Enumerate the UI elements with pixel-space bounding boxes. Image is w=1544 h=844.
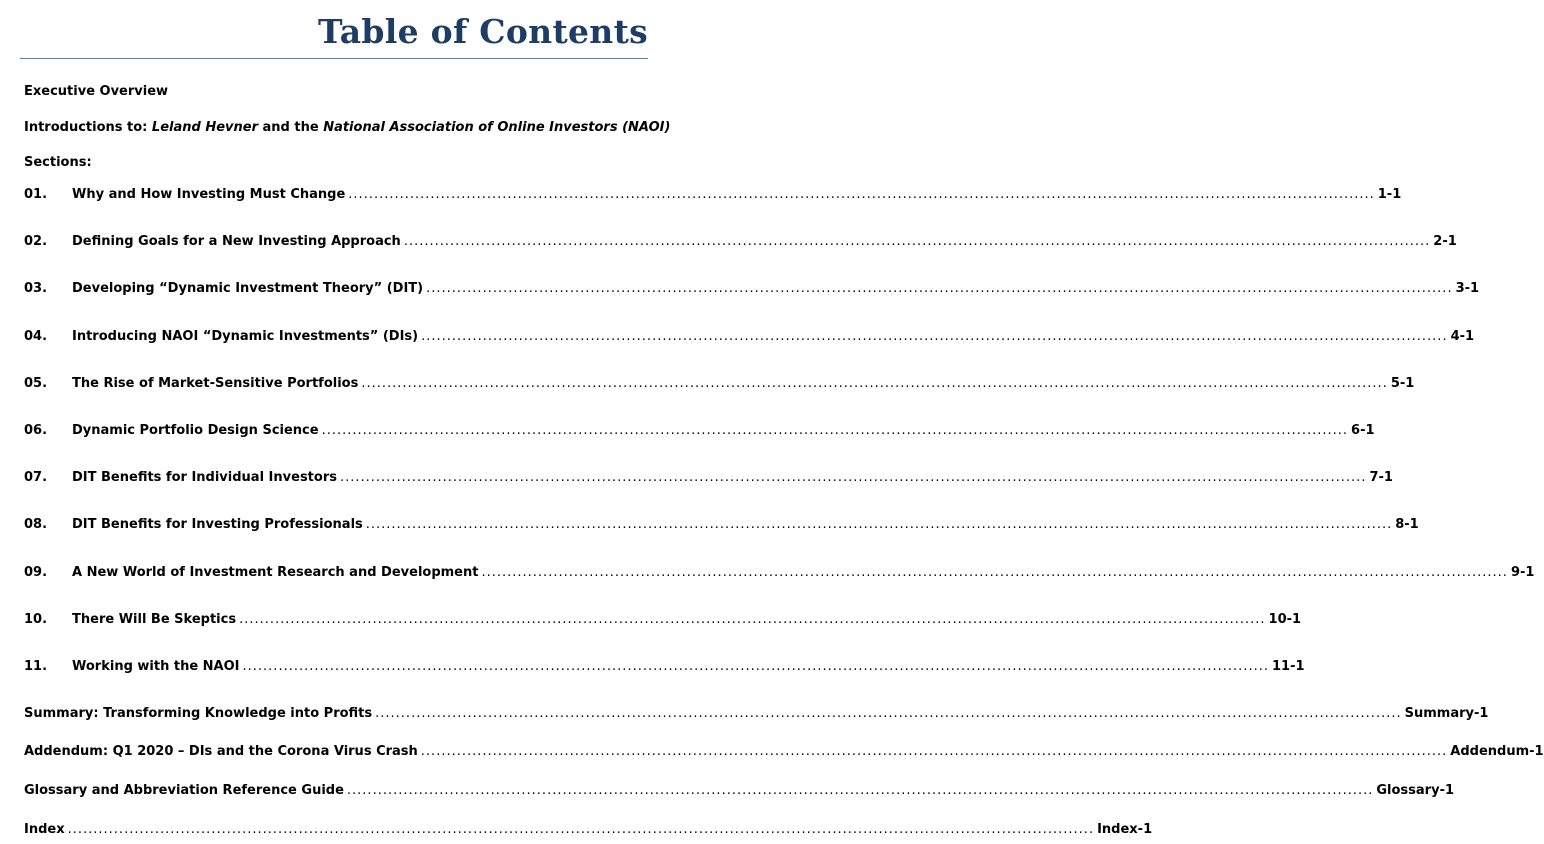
toc-entry-number: 10. (24, 611, 48, 627)
dot-leader: ........................................................................................................................................................................................................ (481, 564, 1508, 580)
toc-entry-title: DIT Benefits for Investing Professionals (72, 517, 363, 533)
sections-heading: Sections: (24, 155, 92, 170)
toc-entry-page: Glossary-1 (1376, 783, 1455, 798)
toc-section-entry[interactable] (24, 659, 1305, 677)
toc-entry-number: 02. (24, 234, 48, 250)
introductions-entry[interactable] (24, 120, 670, 135)
toc-entry-number: 09. (24, 564, 48, 580)
toc-entry-title: Working with the NAOI (72, 659, 240, 674)
dot-leader: ........................................................................................................................................................................................................ (339, 470, 1367, 486)
toc-entry-page: 5-1 (1390, 375, 1415, 391)
toc-backmatter-entry[interactable] (24, 706, 1489, 724)
toc-entry-page: 3-1 (1455, 281, 1480, 297)
title-divider (20, 58, 648, 59)
toc-section-entry[interactable] (24, 611, 1302, 630)
toc-entry-page: 11-1 (1271, 659, 1305, 674)
dot-leader: ........................................................................................................................................................................................................ (420, 744, 1448, 759)
dot-leader: ........................................................................................................................................................................................................ (421, 328, 1448, 344)
toc-section-entry[interactable] (24, 375, 1415, 394)
dot-leader: ........................................................................................................................................................................................................ (426, 281, 1453, 297)
dot-leader: ........................................................................................................................................................................................................ (375, 706, 1402, 721)
dot-leader: ........................................................................................................................................................................................................ (361, 375, 1388, 391)
toc-entry-number: 11. (24, 659, 48, 674)
toc-section-entry[interactable] (24, 517, 1419, 535)
toc-entry-page: 7-1 (1369, 470, 1393, 486)
toc-entry-number: 08. (24, 517, 48, 533)
toc-entry-title: Glossary and Abbreviation Reference Guide (24, 783, 344, 798)
toc-entry-number: 05. (24, 375, 48, 391)
toc-entry-page: 9-1 (1510, 564, 1535, 580)
toc-backmatter-entry[interactable] (24, 822, 1153, 840)
toc-entry-title: Why and How Investing Must Change (72, 187, 346, 202)
toc-section-entry[interactable] (24, 234, 1457, 252)
toc-entry-number: 01. (24, 187, 48, 202)
toc-entry-page: Index-1 (1097, 822, 1153, 837)
toc-entry-page: 8-1 (1395, 517, 1419, 533)
executive-overview-entry[interactable]: Executive Overview (24, 84, 169, 99)
intro-org: National Association of Online Investors (NAOI) (323, 120, 671, 135)
toc-section-entry[interactable] (24, 187, 1402, 205)
toc-entry-title: There Will Be Skeptics (72, 611, 237, 627)
toc-entry-number: 03. (24, 281, 48, 297)
toc-section-entry[interactable] (24, 423, 1375, 441)
dot-leader: ........................................................................................................................................................................................................ (242, 659, 1269, 674)
dot-leader: ........................................................................................................................................................................................................ (67, 822, 1095, 837)
dot-leader: ........................................................................................................................................................................................................ (365, 517, 1393, 533)
toc-section-entry[interactable] (24, 281, 1480, 299)
toc-entry-title: Introducing NAOI “Dynamic Investments” (DIs) (72, 328, 419, 344)
toc-entry-page: 10-1 (1268, 611, 1302, 627)
intro-person: Leland Hevner (151, 120, 258, 135)
dot-leader: ........................................................................................................................................................................................................ (346, 783, 1374, 798)
toc-backmatter-entry[interactable] (24, 744, 1544, 762)
toc-entry-title: Summary: Transforming Knowledge into Profits (24, 706, 373, 721)
toc-entry-title: Index (24, 822, 65, 837)
toc-entry-title: DIT Benefits for Individual Investors (72, 470, 337, 486)
toc-section-entry[interactable] (24, 564, 1535, 583)
toc-entry-page: 1-1 (1377, 187, 1402, 202)
dot-leader: ........................................................................................................................................................................................................ (403, 234, 1431, 250)
toc-entry-page: 6-1 (1351, 423, 1375, 438)
toc-entry-page: Summary-1 (1404, 706, 1489, 721)
toc-entry-page: Addendum-1 (1450, 744, 1544, 759)
toc-backmatter-entry[interactable] (24, 783, 1455, 801)
toc-entry-title: Developing “Dynamic Investment Theory” (DIT) (72, 281, 424, 297)
intro-prefix: Introductions to: (24, 120, 152, 135)
toc-entry-number: 07. (24, 470, 48, 486)
toc-entry-number: 06. (24, 423, 48, 438)
dot-leader: ........................................................................................................................................................................................................ (239, 611, 1266, 627)
intro-middle: and the (257, 120, 324, 135)
toc-entry-number: 04. (24, 328, 48, 344)
toc-entry-title: Defining Goals for a New Investing Approach (72, 234, 401, 250)
toc-entry-page: 4-1 (1450, 328, 1475, 344)
toc-entry-title: A New World of Investment Research and Development (72, 564, 479, 580)
toc-entry-title: The Rise of Market-Sensitive Portfolios (72, 375, 359, 391)
toc-section-entry[interactable] (24, 470, 1393, 488)
dot-leader: ........................................................................................................................................................................................................ (321, 423, 1349, 438)
toc-entry-page: 2-1 (1433, 234, 1457, 250)
toc-section-entry[interactable] (24, 328, 1475, 347)
page-title: Table of Contents (318, 12, 648, 51)
toc-entry-title: Addendum: Q1 2020 – DIs and the Corona Virus Crash (24, 744, 418, 759)
toc-entry-title: Dynamic Portfolio Design Science (72, 423, 319, 438)
dot-leader: ........................................................................................................................................................................................................ (348, 187, 1375, 202)
